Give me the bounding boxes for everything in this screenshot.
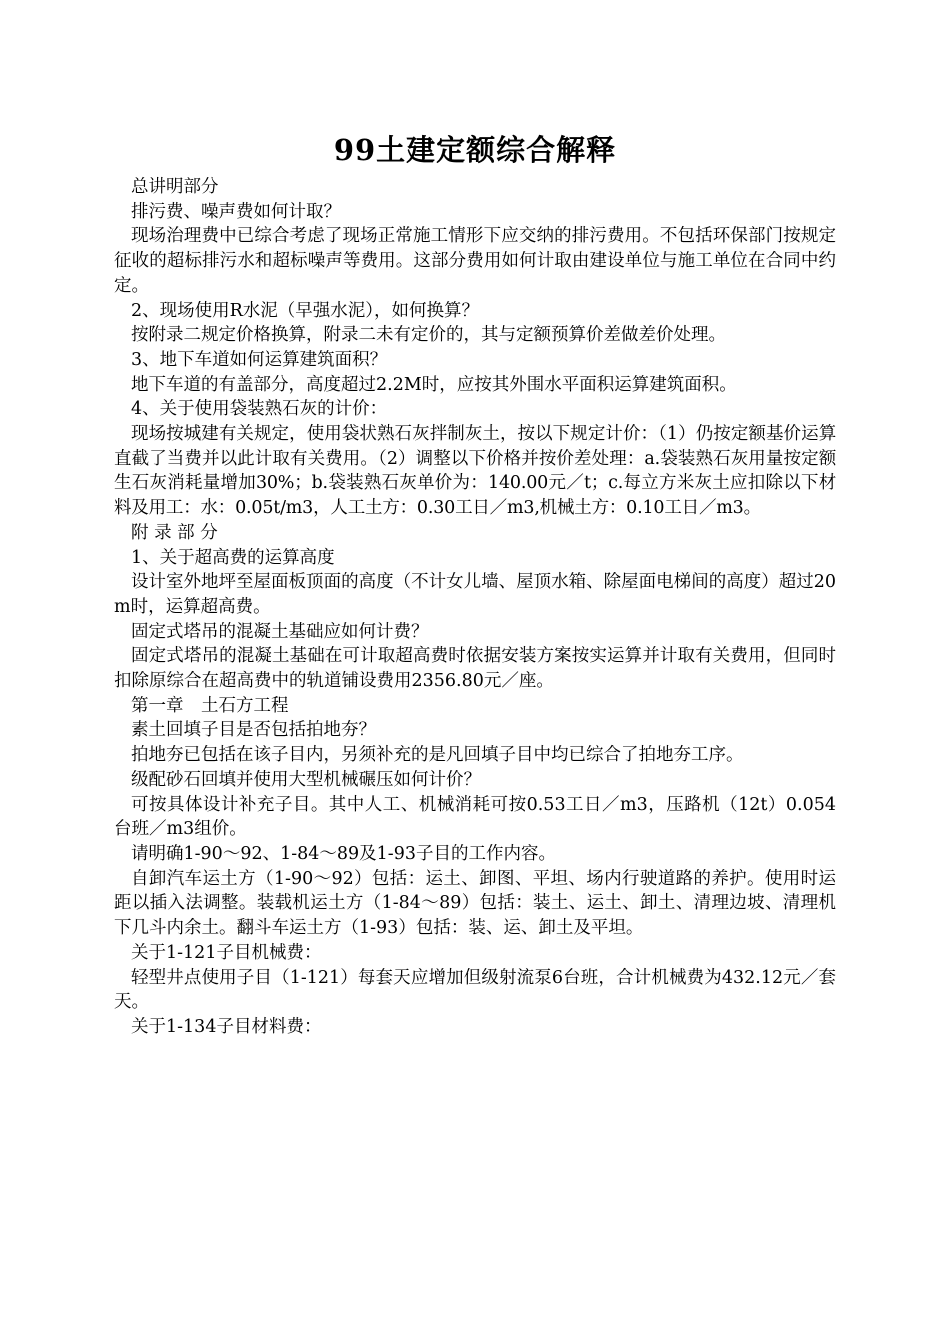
question-paragraph: 请明确1-90～92、1-84～89及1-93子目的工作内容。 (131, 843, 556, 864)
section-heading-general: 总讲明部分 (131, 177, 219, 197)
section-heading-appendix: 附 录 部 分 (131, 522, 218, 543)
answer-paragraph: 固定式塔吊的混凝土基础在可计取超高费时依据安装方案按实运算并计取有关费用，但同时扣除原综合在超高费中的轨道铺设费用2356.80元／座。 (114, 646, 836, 692)
question-paragraph: 关于1-134子目材料费： (131, 1016, 322, 1037)
question-paragraph: 级配砂石回填并使用大型机械碾压如何计价？ (131, 769, 481, 790)
question-paragraph: 4、关于使用袋装熟石灰的计价： (131, 399, 388, 420)
document-body (114, 175, 836, 1040)
question-paragraph: 1、关于超高费的运算高度 (131, 547, 335, 568)
answer-paragraph: 现场按城建有关规定，使用袋状熟石灰拌制灰土，按以下规定计价：（1）仍按定额基价运算直截了当费并以此计取有关费用。（2）调整以下价格并按价差处理：a.袋装熟石灰用量按定额生石灰消耗量增加30%；b.袋装熟石灰单价为：140.00元／t；c.每立方米灰土应扣除以下材料及用工：水：0.05t/m3，人工土方：0.30工日／m3,机械土方：0.10工日／m3。 (114, 424, 836, 519)
question-paragraph: 2、现场使用R水泥（早强水泥），如何换算？ (131, 300, 480, 321)
answer-paragraph: 设计室外地坪至屋面板顶面的高度（不计女儿墙、屋顶水箱、除屋面电梯间的高度）超过20m时，运算超高费。 (114, 572, 836, 617)
question-paragraph: 固定式塔吊的混凝土基础应如何计费？ (131, 621, 429, 642)
answer-paragraph: 按附录二规定价格换算，附录二未有定价的，其与定额预算价差做差价处理。 (131, 325, 726, 346)
answer-paragraph: 地下车道的有盖部分，高度超过2.2M时，应按其外围水平面积运算建筑面积。 (131, 374, 737, 395)
answer-paragraph: 可按具体设计补充子目。其中人工、机械消耗可按0.53工日／m3，压路机（12t）0.054台班／m3组价。 (114, 794, 836, 840)
section-heading-chapter-1: 第一章 土石方工程 (131, 695, 289, 716)
answer-paragraph: 轻型井点使用子目（1-121）每套天应增加但级射流泵6台班，合计机械费为432.12元／套天。 (114, 967, 836, 1013)
question-paragraph: 排污费、噪声费如何计取？ (131, 201, 341, 222)
question-paragraph: 关于1-121子目机械费： (131, 942, 322, 963)
answer-paragraph: 拍地夯已包括在该子目内，另须补充的是凡回填子目中均已综合了拍地夯工序。 (131, 745, 744, 766)
answer-paragraph: 自卸汽车运土方（1-90～92）包括：运土、卸图、平坦、场内行驶道路的养护。使用时运距以插入法调整。装载机运土方（1-84～89）包括：装土、运土、卸土、清理边坡、清理机下几斗内余土。翻斗车运土方（1-93）包括：装、运、卸土及平坦。 (114, 868, 836, 939)
answer-paragraph: 现场治理费中已综合考虑了现场正常施工情形下应交纳的排污费用。不包括环保部门按规定征收的超标排污水和超标噪声等费用。这部分费用如何计取由建设单位与施工单位在合同中约定。 (114, 226, 836, 296)
document-title: 99土建定额综合解释 (333, 133, 617, 167)
question-paragraph: 3、地下车道如何运算建筑面积？ (131, 349, 388, 370)
question-paragraph: 素土回填子目是否包括拍地夯？ (131, 720, 376, 741)
